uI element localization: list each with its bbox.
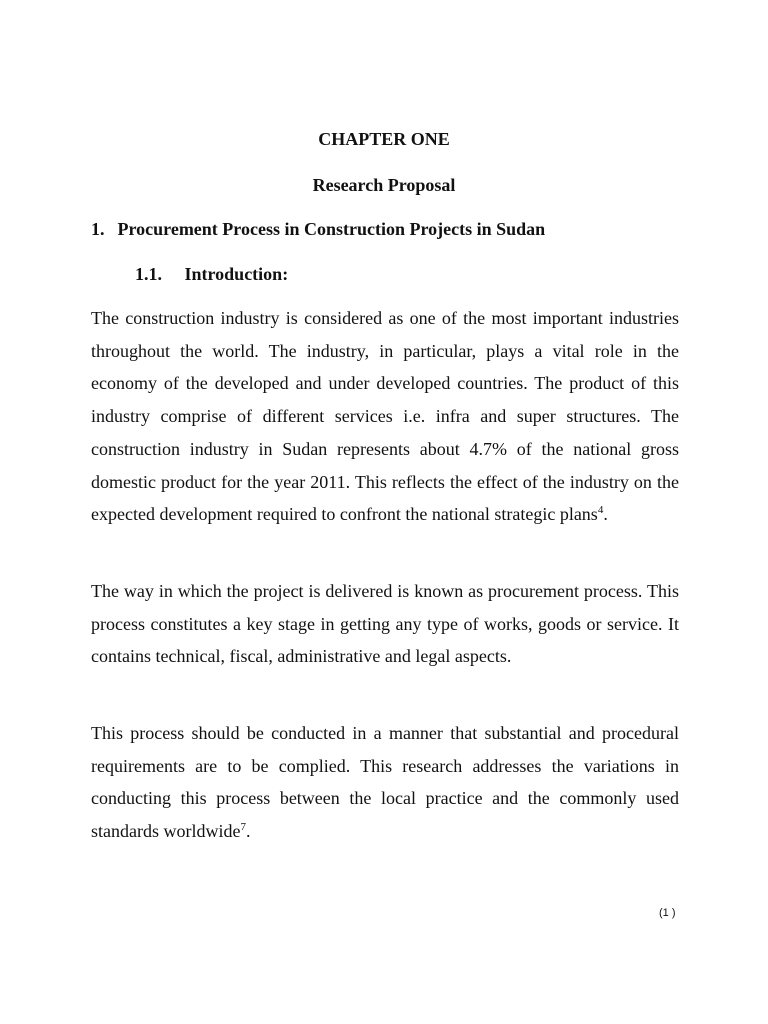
- paragraph-text: The construction industry is considered as one of the most important industries throughout the world. The industry, in particular, plays a vital role in the economy of the developed and under developed countries. The product of this industry comprise of different services i.e. infra and super structures. The construction industry in Sudan represents about 4.7% of the national gross domestic product for the year 2011. This reflects the effect of the industry on the expected development required to confront the national strategic plans: [91, 308, 679, 525]
- subsection-number: 1.1.: [135, 264, 162, 284]
- paragraph-end: .: [603, 504, 608, 525]
- paragraph-end: .: [245, 821, 251, 842]
- subsection-title: Introduction:: [184, 264, 289, 284]
- section-title: Procurement Process in Construction Projects in Sudan: [117, 219, 546, 239]
- chapter-title: CHAPTER ONE: [318, 129, 450, 149]
- paragraph-text: This process should be conducted in a manner that substantial and procedural requirements are to be complied. This research addresses the variations in conducting this process between the local practice and the commonly used standards worldwide: [91, 723, 679, 842]
- subsection-heading: [135, 263, 288, 285]
- document-subtitle: Research Proposal: [312, 175, 456, 195]
- paragraph-text: The way in which the project is delivered is known as procurement process. This process constitutes a key stage in getting any type of works, goods or service. It contains technical, fiscal, administrative and legal aspects.: [91, 581, 679, 667]
- section-number: 1.: [91, 219, 105, 239]
- footnote-reference: 4: [597, 504, 604, 517]
- footnote-reference: 7: [240, 821, 246, 834]
- section-heading: [91, 218, 545, 240]
- paragraph-research-scope: [91, 717, 679, 848]
- paragraph-introduction: [91, 302, 679, 531]
- paragraph-procurement-process: [91, 575, 679, 673]
- page-number: (1 ): [659, 907, 676, 919]
